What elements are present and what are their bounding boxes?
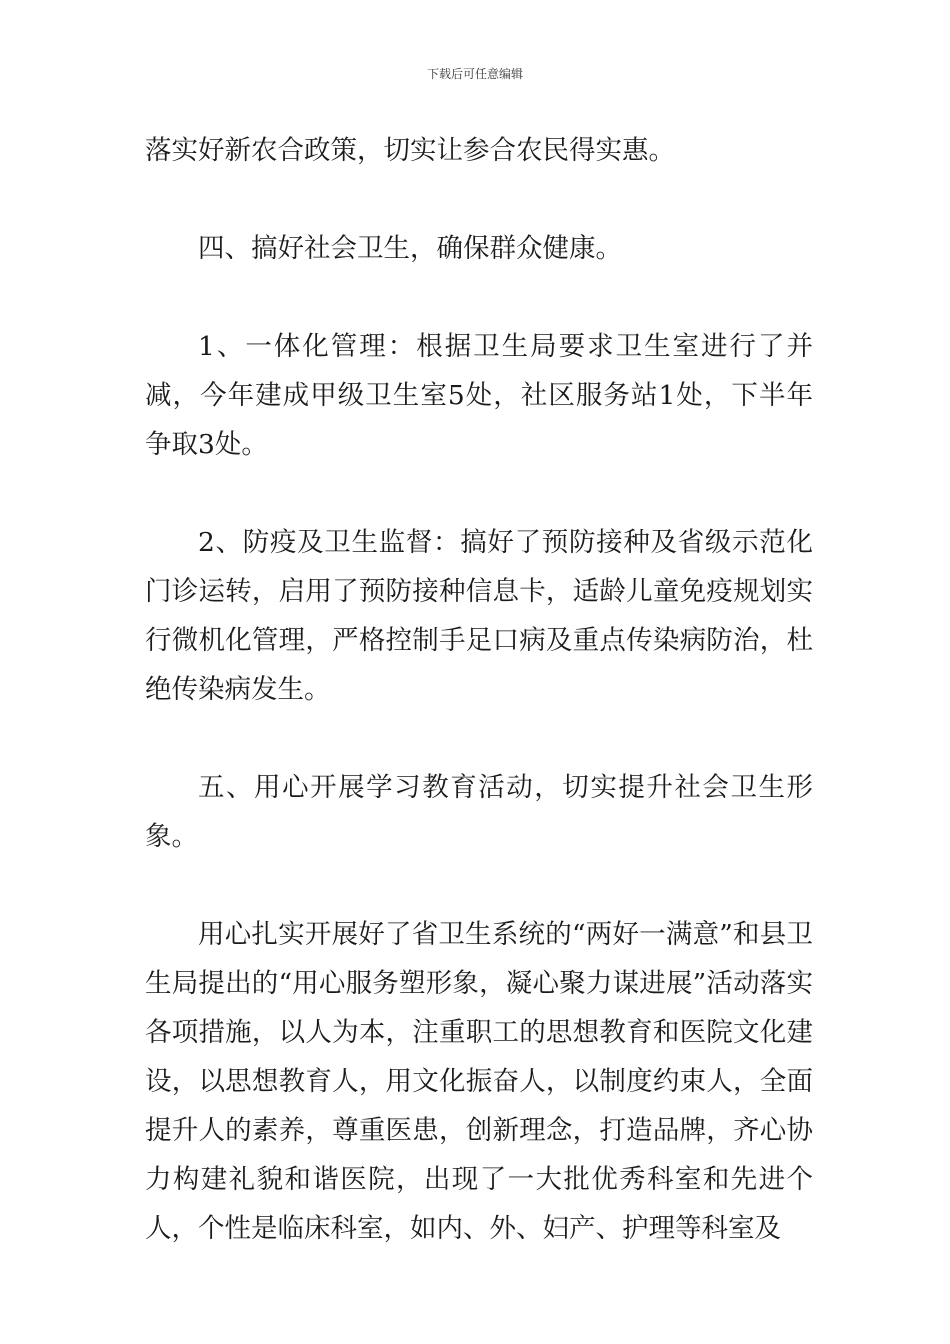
section-heading-five: 五、用心开展学习教育活动，切实提升社会卫生形象。 [145, 772, 813, 852]
paragraph-continuation: 落实好新农合政策，切实让参合农民得实惠。 [145, 135, 675, 166]
section-heading-four: 四、搞好社会卫生，确保群众健康。 [198, 233, 622, 264]
paragraph-epidemic-prevention: 2、防疫及卫生监督：搞好了预防接种及省级示范化门诊运转，启用了预防接种信息卡，适龄儿童免疫规划实行微机化管理，严格控制手足口病及重点传染病防治，杜绝传染病发生。 [145, 527, 813, 705]
paragraph-integration-management: 1、一体化管理：根据卫生局要求卫生室进行了并减，今年建成甲级卫生室5处，社区服务站1处，下半年争取3处。 [145, 331, 813, 460]
page-header-note: 下载后可任意编辑 [426, 67, 523, 81]
paragraph-education-activities: 用心扎实开展好了省卫生系统的“两好一满意”和县卫生局提出的“用心服务塑形象，凝心聚力谋进展”活动落实各项措施，以人为本，注重职工的思想教育和医院文化建设，以思想教育人，用文化振奋人，以制度约束人，全面提升人的素养，尊重医患，创新理念，打造品牌，齐心协力构建礼貌和谐医院，出现了一大批优秀科室和先进个人，个性是临床科室，如内、外、妇产、护理等科室及 [145, 919, 813, 1244]
document-body [145, 126, 813, 1253]
